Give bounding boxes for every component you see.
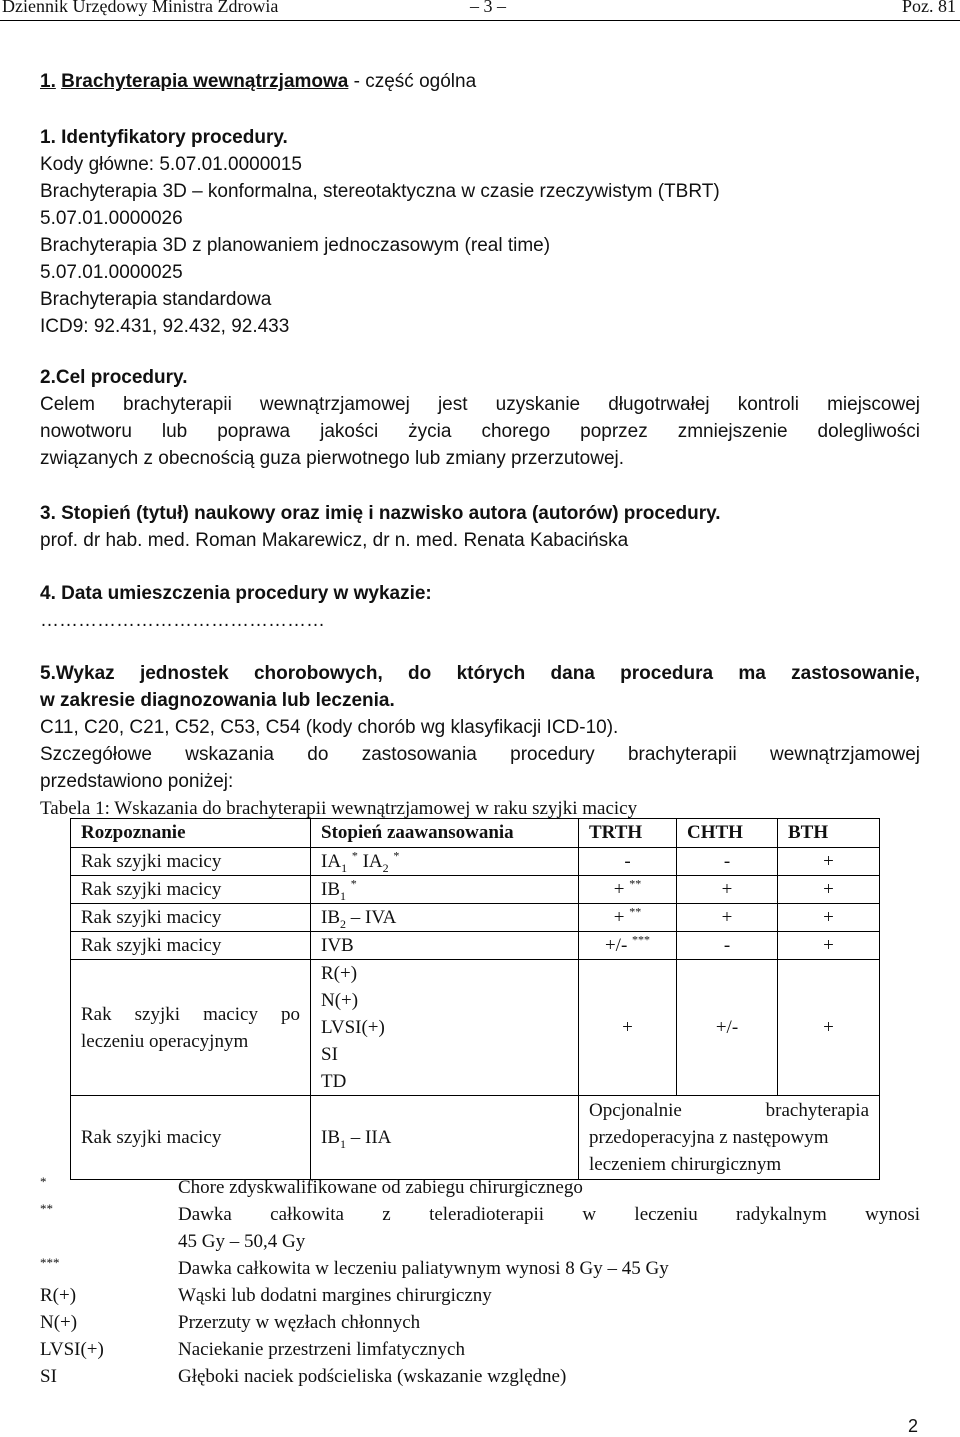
bth-cell: + [778,904,880,932]
diagnosis-cell: Rak szyjki macicy [71,932,311,960]
paragraph-line: nowotworu lub poprawa jakości życia chorego poprzez zmniejszenie dolegliwości [40,421,920,442]
stage-cell: $IB_1$ * [311,876,579,904]
footnote-text: Chore zdyskwalifikowane od zabiegu chirurgicznego [178,1177,583,1198]
bth-cell: + [778,876,880,904]
page-header [0,0,960,21]
footnote-text: 45 Gy – 50,4 Gy [178,1231,306,1252]
chth-cell: +/- [677,960,778,1096]
indications-table [70,818,880,1180]
footnote-symbol: SI [40,1366,57,1387]
section5-heading-cont: w zakresie diagnozowania lub leczenia. [40,690,395,711]
chth-cell: - [677,848,778,876]
footnote-symbol: * [40,1174,47,1189]
preoperative-note-cell [579,1096,880,1180]
footnote-text: Głęboki naciek podścieliska (wskazanie względne) [178,1366,567,1387]
title-main: Brachyterapia wewnątrzjamowa [61,71,349,92]
table-row-preoperative [71,1096,880,1180]
procedure-code: 5.07.01.0000026 [40,208,183,229]
icd9-codes: ICD9: 92.431, 92.432, 92.433 [40,316,290,337]
section4-heading: 4. Data umieszczenia procedury w wykazie: [40,583,432,604]
date-placeholder: ……………………………………… [40,610,325,631]
position-number: Poz. 81 [902,0,956,16]
authors: prof. dr hab. med. Roman Makarewicz, dr n. med. Renata Kabacińska [40,530,629,551]
diagnosis-cell: Rak szyjki macicy [71,876,311,904]
stage-cell: $IB_2$ – IVA [311,904,579,932]
title-number: 1. [40,71,56,92]
procedure-line: Brachyterapia standardowa [40,289,272,310]
stage-cell: $IB_1$ – IIA [311,1096,579,1180]
stage-line: TD [321,1071,347,1092]
bth-cell: + [778,932,880,960]
column-header: CHTH [677,819,778,848]
diagnosis-cell [71,960,311,1096]
table-row [71,848,880,876]
column-header: Rozpoznanie [71,819,311,848]
footnote-text: Dawka całkowita w leczeniu paliatywnym wynosi 8 Gy – 45 Gy [178,1258,669,1279]
chth-cell: + [677,904,778,932]
paragraph-line: związanych z obecnością guza pierwotnego lub zmiany przerzutowej. [40,448,625,469]
icd10-codes: C11, C20, C21, C52, C53, C54 (kody chorób wg klasyfikacji ICD-10). [40,717,619,738]
footnote-text: Naciekanie przestrzeni limfatycznych [178,1339,465,1360]
procedure-code: 5.07.01.0000025 [40,262,183,283]
table-row [71,876,880,904]
table-intro: Szczegółowe wskazania do zastosowania procedury brachyterapii wewnątrzjamowej [40,744,920,765]
stage-cell: $IA_1$ * $IA_2$ * [311,848,579,876]
stage-line: SI [321,1044,338,1065]
diagnosis-cell: Rak szyjki macicy [71,848,311,876]
stage-line: LVSI(+) [321,1017,385,1038]
trth-cell: + [579,960,677,1096]
footnote-symbol: R(+) [40,1285,77,1306]
footnote-symbol: N(+) [40,1312,78,1333]
page-marker: – 3 – [470,0,506,16]
diagnosis-line: leczeniu operacyjnym [81,1030,249,1052]
table-caption: Tabela 1: Wskazania do brachyterapii wewnątrzjamowej w raku szyjki macicy [40,798,638,819]
footnote-text: Przerzuty w węzłach chłonnych [178,1312,421,1333]
column-header: TRTH [579,819,677,848]
column-header: Stopień zaawansowania [311,819,579,848]
trth-cell: + ** [579,876,677,904]
bth-cell: + [778,848,880,876]
title-rest: - część ogólna [348,71,477,92]
procedure-line: Brachyterapia 3D z planowaniem jednoczasowym (real time) [40,235,551,256]
footnote-text: Wąski lub dodatni margines chirurgiczny [178,1285,492,1306]
journal-name: Dziennik Urzędowy Ministra Zdrowia [2,0,279,16]
paragraph-line: Celem brachyterapii wewnątrzjamowej jest uzyskanie długotrwałej kontroli miejscowej [40,394,920,415]
diagnosis-cell: Rak szyjki macicy [71,1096,311,1180]
table-row [71,904,880,932]
chth-cell: - [677,932,778,960]
footnote-symbol: LVSI(+) [40,1339,104,1360]
section5-heading: 5.Wykaz jednostek chorobowych, do których dana procedura ma zastosowanie, [40,663,920,684]
trth-cell: - [579,848,677,876]
document-title [40,68,476,95]
trth-cell: +/- *** [579,932,677,960]
section3-heading: 3. Stopień (tytuł) naukowy oraz imię i nazwisko autora (autorów) procedury. [40,503,721,524]
section1-heading: 1. Identyfikatory procedury. [40,127,288,148]
note-line: leczeniem chirurgicznym [589,1154,782,1175]
stage-line: N(+) [321,990,359,1011]
note-line: Opcjonalnie brachyterapia [589,1100,869,1121]
note-line: przedoperacyjna z następowym [589,1127,829,1148]
table-header-row [71,819,880,848]
diagnosis-cell: Rak szyjki macicy [71,904,311,932]
trth-cell: + ** [579,904,677,932]
table-intro-cont: przedstawiono poniżej: [40,771,234,792]
section2-heading: 2.Cel procedury. [40,367,188,388]
stage-line: R(+) [321,963,358,984]
main-codes-line: Kody główne: 5.07.01.0000015 [40,154,302,175]
procedure-line: Brachyterapia 3D – konformalna, stereotaktyczna w czasie rzeczywistym (TBRT) [40,181,720,202]
stage-cell: IVB [311,932,579,960]
table-row [71,932,880,960]
stage-cell [311,960,579,1096]
chth-cell: + [677,876,778,904]
diagnosis-line: Rak szyjki macicy po [81,1003,300,1025]
footnote-text: Dawka całkowita z teleradioterapii w leczeniu radykalnym wynosi [178,1204,920,1225]
table-row-postoperative [71,960,880,1096]
column-header: BTH [778,819,880,848]
footnote-symbol: *** [40,1255,60,1270]
bth-cell: + [778,960,880,1096]
footnote-symbol: ** [40,1201,53,1216]
page-number: 2 [908,1416,919,1436]
